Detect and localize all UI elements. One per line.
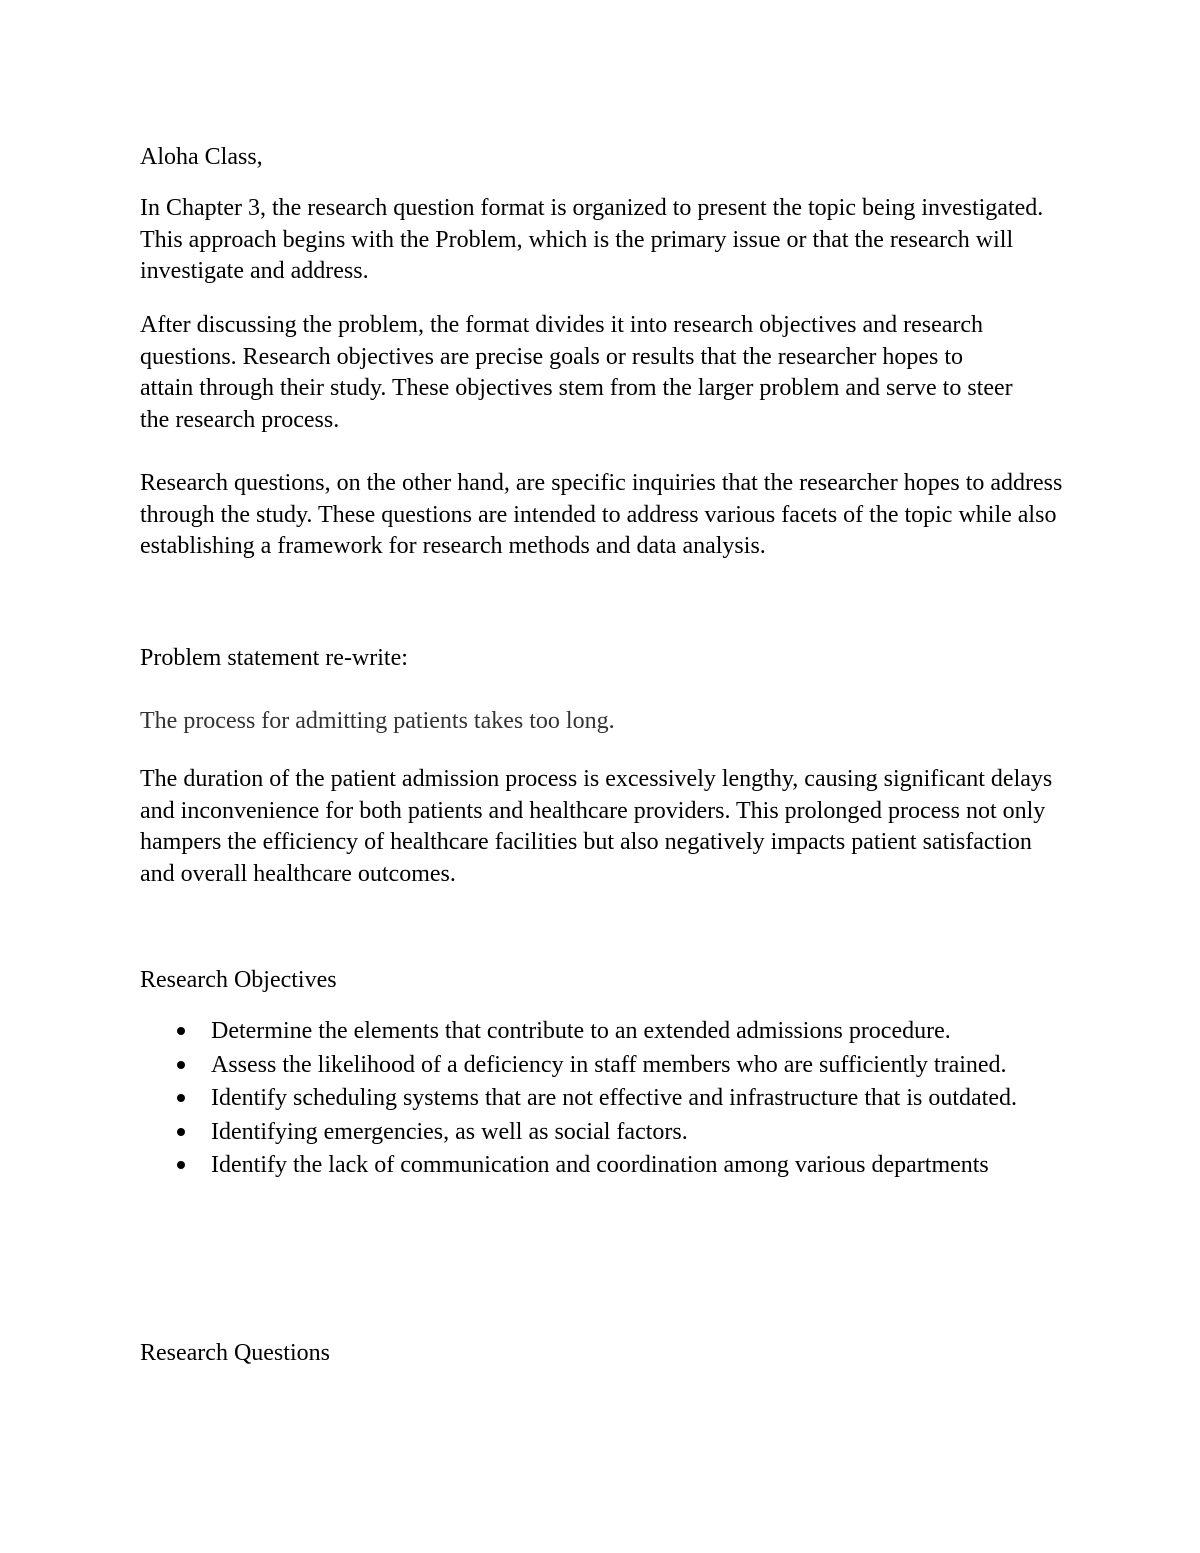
- research-objectives-list: [140, 1015, 1080, 1183]
- problem-statement-rewrite: The duration of the patient admission process is excessively lengthy, causing significant delays and inconvenience for both patients and healthcare providers. This prolonged process not only hampers the efficiency of healthcare facilities but also negatively impacts patient satisfaction and overall healthcare outcomes.: [140, 766, 1053, 887]
- list-item-text: Identify the lack of communication and coordination among various departments: [211, 1152, 989, 1178]
- paragraph-questions-overview: Research questions, on the other hand, are specific inquiries that the researcher hopes to address through the study. These questions are intended to address various facets of the topic while also establishing a framework for research methods and data analysis.: [140, 470, 1063, 559]
- list-item: [140, 1015, 1080, 1049]
- list-item-text: Identifying emergencies, as well as social factors.: [211, 1118, 688, 1145]
- list-item: [140, 1049, 1080, 1083]
- paragraph-intro: In Chapter 3, the research question format is organized to present the topic being investigated. This approach begins with the Problem, which is the primary issue or that the research will investigate and address.: [140, 195, 1044, 284]
- list-item: [140, 1149, 1080, 1183]
- list-item-text: Identify scheduling systems that are not effective and infrastructure that is outdated.: [211, 1085, 1017, 1111]
- problem-statement-heading: Problem statement re-write:: [140, 645, 408, 671]
- list-item-text: Assess the likelihood of a deficiency in staff members who are sufficiently trained.: [211, 1051, 1007, 1078]
- paragraph-objectives-overview: After discussing the problem, the format divides it into research objectives and research questions. Research objectives are precise goals or results that the researcher hopes to attain through their study. These objectives stem from the larger problem and serve to steer the research process.: [140, 312, 1013, 433]
- research-questions-heading: Research Questions: [140, 1340, 330, 1366]
- list-item: [140, 1116, 1080, 1150]
- research-objectives-heading: Research Objectives: [140, 967, 337, 993]
- list-item: [140, 1082, 1080, 1116]
- problem-statement-original: The process for admitting patients takes too long.: [140, 708, 615, 734]
- list-item-text: Determine the elements that contribute to an extended admissions procedure.: [211, 1018, 951, 1044]
- greeting: Aloha Class,: [140, 144, 263, 170]
